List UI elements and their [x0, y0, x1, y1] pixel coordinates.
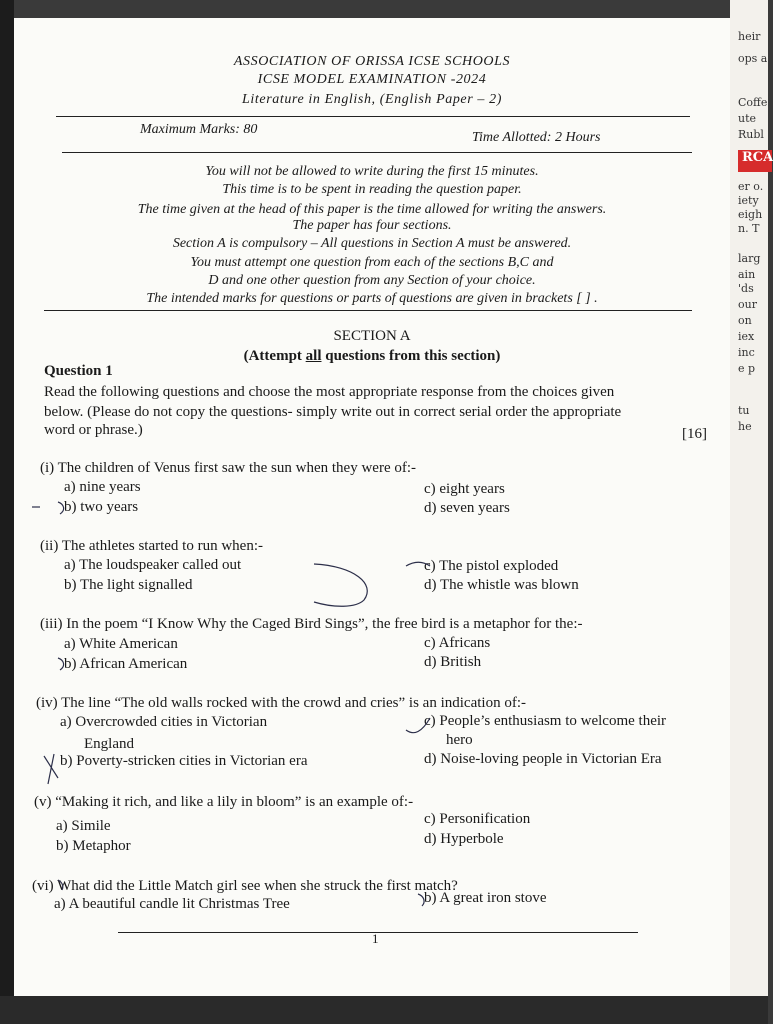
- option-c: c) People’s enthusiasm to welcome their: [424, 713, 667, 729]
- side-text: eigh: [738, 208, 763, 221]
- option-a: a) Simile: [56, 818, 111, 834]
- question-stem: (i) The children of Venus first saw the sun when they were of:-: [40, 460, 417, 476]
- pen-curve-vi: [58, 880, 63, 890]
- pen-cross-b-iv: [44, 754, 58, 784]
- question-1-intro: word or phrase.): [44, 422, 143, 438]
- option-a: a) Overcrowded cities in Victorian: [60, 714, 268, 730]
- question-1-label: Question 1: [44, 363, 113, 379]
- section-subtitle: (Attempt all questions from this section): [243, 348, 501, 364]
- option-a: a) nine years: [64, 479, 141, 495]
- option-c-continued: hero: [446, 732, 473, 748]
- option-d: d) seven years: [424, 500, 510, 516]
- instruction-line: The paper has four sections.: [292, 218, 452, 233]
- side-red-banner: RCA: [738, 150, 772, 172]
- side-text: inc: [738, 346, 755, 359]
- school-association-title: ASSOCIATION OF ORISSA ICSE SCHOOLS: [233, 54, 511, 69]
- side-text: on: [738, 314, 752, 327]
- side-text: tu: [738, 404, 750, 417]
- pen-tick-b-i: [58, 502, 64, 514]
- option-c: c) eight years: [424, 481, 505, 497]
- maximum-marks: Maximum Marks: 80: [140, 122, 258, 137]
- side-text: ops a: [738, 52, 768, 65]
- side-text: he: [738, 420, 752, 433]
- side-text: ute: [738, 112, 757, 125]
- instruction-line: Section A is compulsory – All questions in Section A must be answered.: [172, 236, 572, 251]
- question-stem: (iii) In the poem “I Know Why the Caged Bird Sings”, the free bird is a metaphor for the:-: [40, 616, 583, 632]
- pen-tick-c-ii: [406, 562, 430, 566]
- option-a: a) White American: [64, 636, 178, 652]
- side-text: Rubl: [738, 128, 764, 141]
- instruction-line: D and one other question from any Section of your choice.: [208, 273, 536, 288]
- side-text: 'ds: [738, 282, 754, 295]
- page-edge-shadow: [0, 0, 14, 1024]
- exam-title: ICSE MODEL EXAMINATION -2024: [257, 72, 487, 87]
- option-c: c) Personification: [424, 811, 531, 827]
- question-stem: (v) “Making it rich, and like a lily in bloom” is an example of:-: [34, 794, 414, 810]
- option-a-continued: England: [84, 736, 134, 752]
- adjacent-page-fragment: [730, 0, 773, 1024]
- instruction-line: The time given at the head of this paper is the time allowed for writing the answers.: [137, 202, 607, 217]
- option-b: b) A great iron stove: [424, 890, 547, 906]
- option-b: b) The light signalled: [64, 577, 193, 593]
- question-stem: (iv) The line “The old walls rocked with the crowd and cries” is an indication of:-: [36, 695, 526, 711]
- option-d: d) The whistle was blown: [424, 577, 579, 593]
- option-b: b) Poverty-stricken cities in Victorian era: [60, 753, 308, 769]
- exam-paper: [14, 18, 730, 996]
- subject-title: Literature in English, (English Paper – 2): [242, 92, 502, 107]
- pen-tick-b-vi: [418, 894, 424, 906]
- side-text: iety: [738, 194, 759, 207]
- option-a: a) The loudspeaker called out: [64, 557, 242, 573]
- pen-tick-b-iii: [58, 658, 64, 670]
- section-title: SECTION A: [333, 328, 411, 344]
- option-b: b) African American: [64, 656, 188, 672]
- side-text: our: [738, 298, 757, 311]
- option-c: c) The pistol exploded: [424, 558, 559, 574]
- side-text: iex: [738, 330, 755, 343]
- option-a: a) A beautiful candle lit Christmas Tree: [54, 896, 290, 912]
- question-1-intro: Read the following questions and choose the most appropriate response from the choices given: [44, 384, 615, 400]
- option-b: b) two years: [64, 499, 139, 515]
- side-text: heir: [738, 30, 761, 43]
- side-text: er o.: [738, 180, 764, 193]
- option-c: c) Africans: [424, 635, 491, 651]
- question-1-marks: [16]: [682, 426, 707, 442]
- option-d: d) Noise-loving people in Victorian Era: [424, 751, 662, 767]
- pen-annotations: [14, 18, 730, 996]
- side-text: larg: [738, 252, 761, 265]
- option-d: d) British: [424, 654, 482, 670]
- side-text: n. T: [738, 222, 760, 235]
- question-1-intro: below. (Please do not copy the questions- simply write out in correct serial order the appropriate: [44, 404, 622, 420]
- time-allotted: Time Allotted: 2 Hours: [472, 130, 601, 145]
- instruction-line: This time is to be spent in reading the question paper.: [222, 182, 522, 197]
- side-text: e p: [738, 362, 756, 375]
- side-text: Coffe: [738, 96, 768, 109]
- background-surface: [0, 996, 768, 1024]
- pen-curve-ii: [314, 564, 367, 606]
- instruction-line: You will not be allowed to write during the first 15 minutes.: [205, 164, 539, 179]
- side-text: ain: [738, 268, 756, 281]
- option-d: d) Hyperbole: [424, 831, 504, 847]
- instruction-line: You must attempt one question from each of the sections B,C and: [190, 255, 554, 270]
- page-number: 1: [372, 931, 379, 946]
- pen-tick-c-iv: [406, 718, 430, 733]
- question-stem: (vi) What did the Little Match girl see when she struck the first match?: [32, 878, 458, 894]
- instruction-line: The intended marks for questions or parts of questions are given in brackets [ ] .: [146, 291, 598, 306]
- question-stem: (ii) The athletes started to run when:-: [40, 538, 263, 554]
- option-b: b) Metaphor: [56, 838, 131, 854]
